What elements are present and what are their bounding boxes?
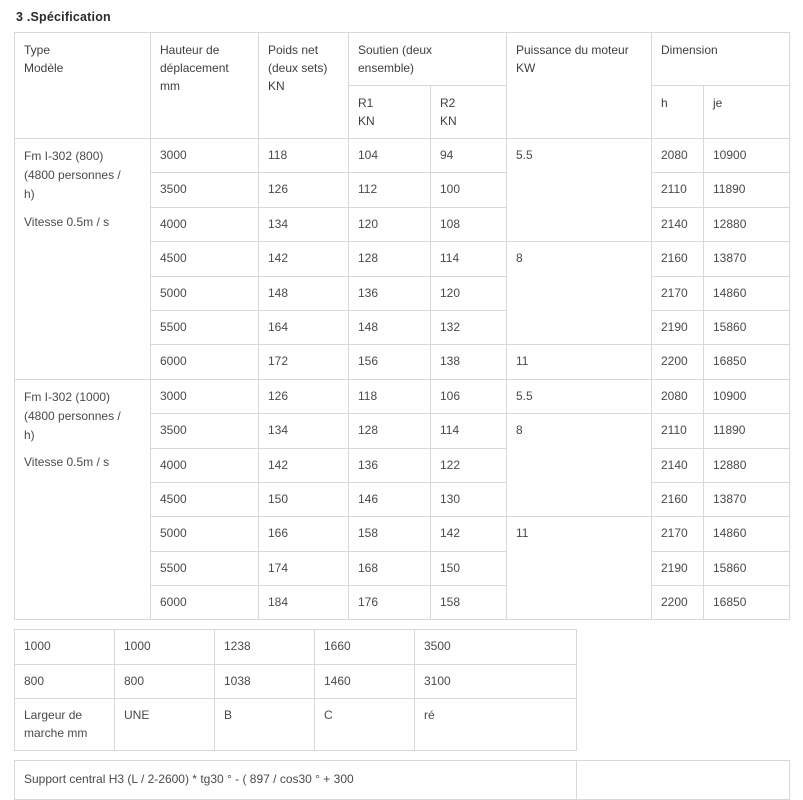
- cell-height: 5500: [151, 310, 259, 344]
- cell-r2: 120: [431, 276, 507, 310]
- cell-dim-je: 15860: [704, 310, 790, 344]
- cell-dim-je: 11890: [704, 173, 790, 207]
- cell-b: 1000: [115, 630, 215, 664]
- cell-r1: 112: [349, 173, 431, 207]
- cell-dim-h: 2190: [652, 310, 704, 344]
- header-dimension: Dimension: [652, 33, 790, 86]
- cell-height: 5000: [151, 517, 259, 551]
- header-travel-height: Hauteur de déplacement mm: [151, 33, 259, 139]
- cell-r1: 128: [349, 414, 431, 448]
- table-body: [15, 139, 790, 620]
- cell-weight: 134: [259, 414, 349, 448]
- cell-weight: 172: [259, 345, 349, 379]
- cell-power: 8: [507, 242, 652, 345]
- cell-height: 4000: [151, 207, 259, 241]
- cell-height: 3000: [151, 379, 259, 413]
- header-support: Soutien (deux ensemble): [349, 33, 507, 86]
- cell-c: B: [215, 699, 315, 751]
- cell-dim-h: 2080: [652, 379, 704, 413]
- cell-e: 3500: [415, 630, 577, 664]
- cell-height: 4000: [151, 448, 259, 482]
- cell-weight: 126: [259, 379, 349, 413]
- cell-dim-je: 10900: [704, 379, 790, 413]
- page-title: 3 .Spécification: [16, 10, 111, 24]
- cell-r1: 104: [349, 139, 431, 173]
- cell-r2: 158: [431, 586, 507, 620]
- cell-weight: 184: [259, 586, 349, 620]
- cell-height: 5500: [151, 551, 259, 585]
- cell-weight: 174: [259, 551, 349, 585]
- cell-dim-h: 2140: [652, 448, 704, 482]
- cell-r2: 108: [431, 207, 507, 241]
- cell-dim-h: 2160: [652, 482, 704, 516]
- table-row: [15, 379, 790, 413]
- cell-height: 5000: [151, 276, 259, 310]
- cell-e: 3100: [415, 664, 577, 698]
- cell-weight: 142: [259, 242, 349, 276]
- central-support-note: Support central H3 (L / 2-2600) * tg30 ° - ( 897 / cos30 ° + 300: [15, 761, 577, 800]
- cell-dim-h: 2200: [652, 586, 704, 620]
- cell-dim-je: 12880: [704, 448, 790, 482]
- cell-dim-je: 13870: [704, 242, 790, 276]
- cell-dim-h: 2140: [652, 207, 704, 241]
- cell-dim-h: 2110: [652, 173, 704, 207]
- cell-power: 5.5: [507, 379, 652, 413]
- cell-r1: 136: [349, 276, 431, 310]
- cell-dim-h: 2190: [652, 551, 704, 585]
- cell-r1: 128: [349, 242, 431, 276]
- cell-power: 11: [507, 517, 652, 620]
- cell-d: 1660: [315, 630, 415, 664]
- cell-dim-je: 16850: [704, 345, 790, 379]
- cell-weight: 118: [259, 139, 349, 173]
- cell-weight: 150: [259, 482, 349, 516]
- cell-r2: 106: [431, 379, 507, 413]
- cell-r1: 136: [349, 448, 431, 482]
- group-label-2: Fm I-302 (1000) (4800 personnes / h) Vitesse 0.5m / s: [15, 379, 151, 620]
- cell-weight: 134: [259, 207, 349, 241]
- cell-d: 1460: [315, 664, 415, 698]
- cell-height: 6000: [151, 586, 259, 620]
- cell-r2: 130: [431, 482, 507, 516]
- cell-r1: 148: [349, 310, 431, 344]
- cell-dim-h: 2110: [652, 414, 704, 448]
- cell-a: 1000: [15, 630, 115, 664]
- cell-r1: 168: [349, 551, 431, 585]
- table-row: [15, 761, 790, 800]
- header-row-1: [15, 33, 790, 86]
- cell-r2: 122: [431, 448, 507, 482]
- cell-dim-je: 10900: [704, 139, 790, 173]
- cell-empty: [577, 630, 790, 751]
- cell-weight: 166: [259, 517, 349, 551]
- cell-d: C: [315, 699, 415, 751]
- cell-b: 800: [115, 664, 215, 698]
- cell-dim-h: 2170: [652, 517, 704, 551]
- header-motor-power: Puissance du moteur KW: [507, 33, 652, 139]
- cell-weight: 142: [259, 448, 349, 482]
- cell-height: 3000: [151, 139, 259, 173]
- cell-weight: 148: [259, 276, 349, 310]
- cell-c: 1238: [215, 630, 315, 664]
- cell-c: 1038: [215, 664, 315, 698]
- cell-dim-h: 2160: [652, 242, 704, 276]
- cell-dim-h: 2170: [652, 276, 704, 310]
- table-header: [15, 33, 790, 139]
- cell-r2: 138: [431, 345, 507, 379]
- cell-r2: 94: [431, 139, 507, 173]
- cell-step-width-label: Largeur de marche mm: [15, 699, 115, 751]
- cell-r2: 150: [431, 551, 507, 585]
- cell-b: UNE: [115, 699, 215, 751]
- cell-power: 11: [507, 345, 652, 379]
- cell-dim-je: 12880: [704, 207, 790, 241]
- cell-r1: 120: [349, 207, 431, 241]
- cell-r2: 142: [431, 517, 507, 551]
- note-table: [14, 760, 790, 800]
- cell-r1: 176: [349, 586, 431, 620]
- cell-e: ré: [415, 699, 577, 751]
- cell-empty: [577, 761, 790, 800]
- header-type: Type Modèle: [15, 33, 151, 139]
- cell-height: 6000: [151, 345, 259, 379]
- group-label-1: Fm I-302 (800) (4800 personnes / h) Vitesse 0.5m / s: [15, 139, 151, 380]
- dimensions-table: [14, 629, 790, 751]
- cell-height: 4500: [151, 242, 259, 276]
- cell-r1: 156: [349, 345, 431, 379]
- cell-height: 3500: [151, 414, 259, 448]
- cell-dim-je: 11890: [704, 414, 790, 448]
- header-net-weight: Poids net (deux sets) KN: [259, 33, 349, 139]
- cell-height: 3500: [151, 173, 259, 207]
- cell-power: 5.5: [507, 139, 652, 242]
- cell-dim-h: 2080: [652, 139, 704, 173]
- cell-dim-je: 13870: [704, 482, 790, 516]
- cell-r2: 114: [431, 414, 507, 448]
- cell-weight: 126: [259, 173, 349, 207]
- cell-power: 8: [507, 414, 652, 517]
- cell-a: 800: [15, 664, 115, 698]
- cell-dim-je: 14860: [704, 276, 790, 310]
- cell-r1: 146: [349, 482, 431, 516]
- cell-dim-je: 16850: [704, 586, 790, 620]
- cell-dim-je: 14860: [704, 517, 790, 551]
- cell-weight: 164: [259, 310, 349, 344]
- table-row: [15, 630, 790, 664]
- header-support-r1: R1 KN: [349, 86, 431, 139]
- table-row: [15, 139, 790, 173]
- cell-dim-h: 2200: [652, 345, 704, 379]
- cell-r2: 100: [431, 173, 507, 207]
- cell-r2: 114: [431, 242, 507, 276]
- cell-height: 4500: [151, 482, 259, 516]
- header-dimension-h: h: [652, 86, 704, 139]
- cell-dim-je: 15860: [704, 551, 790, 585]
- cell-r1: 118: [349, 379, 431, 413]
- header-support-r2: R2 KN: [431, 86, 507, 139]
- header-dimension-je: je: [704, 86, 790, 139]
- cell-r2: 132: [431, 310, 507, 344]
- specification-table: [14, 32, 790, 620]
- cell-r1: 158: [349, 517, 431, 551]
